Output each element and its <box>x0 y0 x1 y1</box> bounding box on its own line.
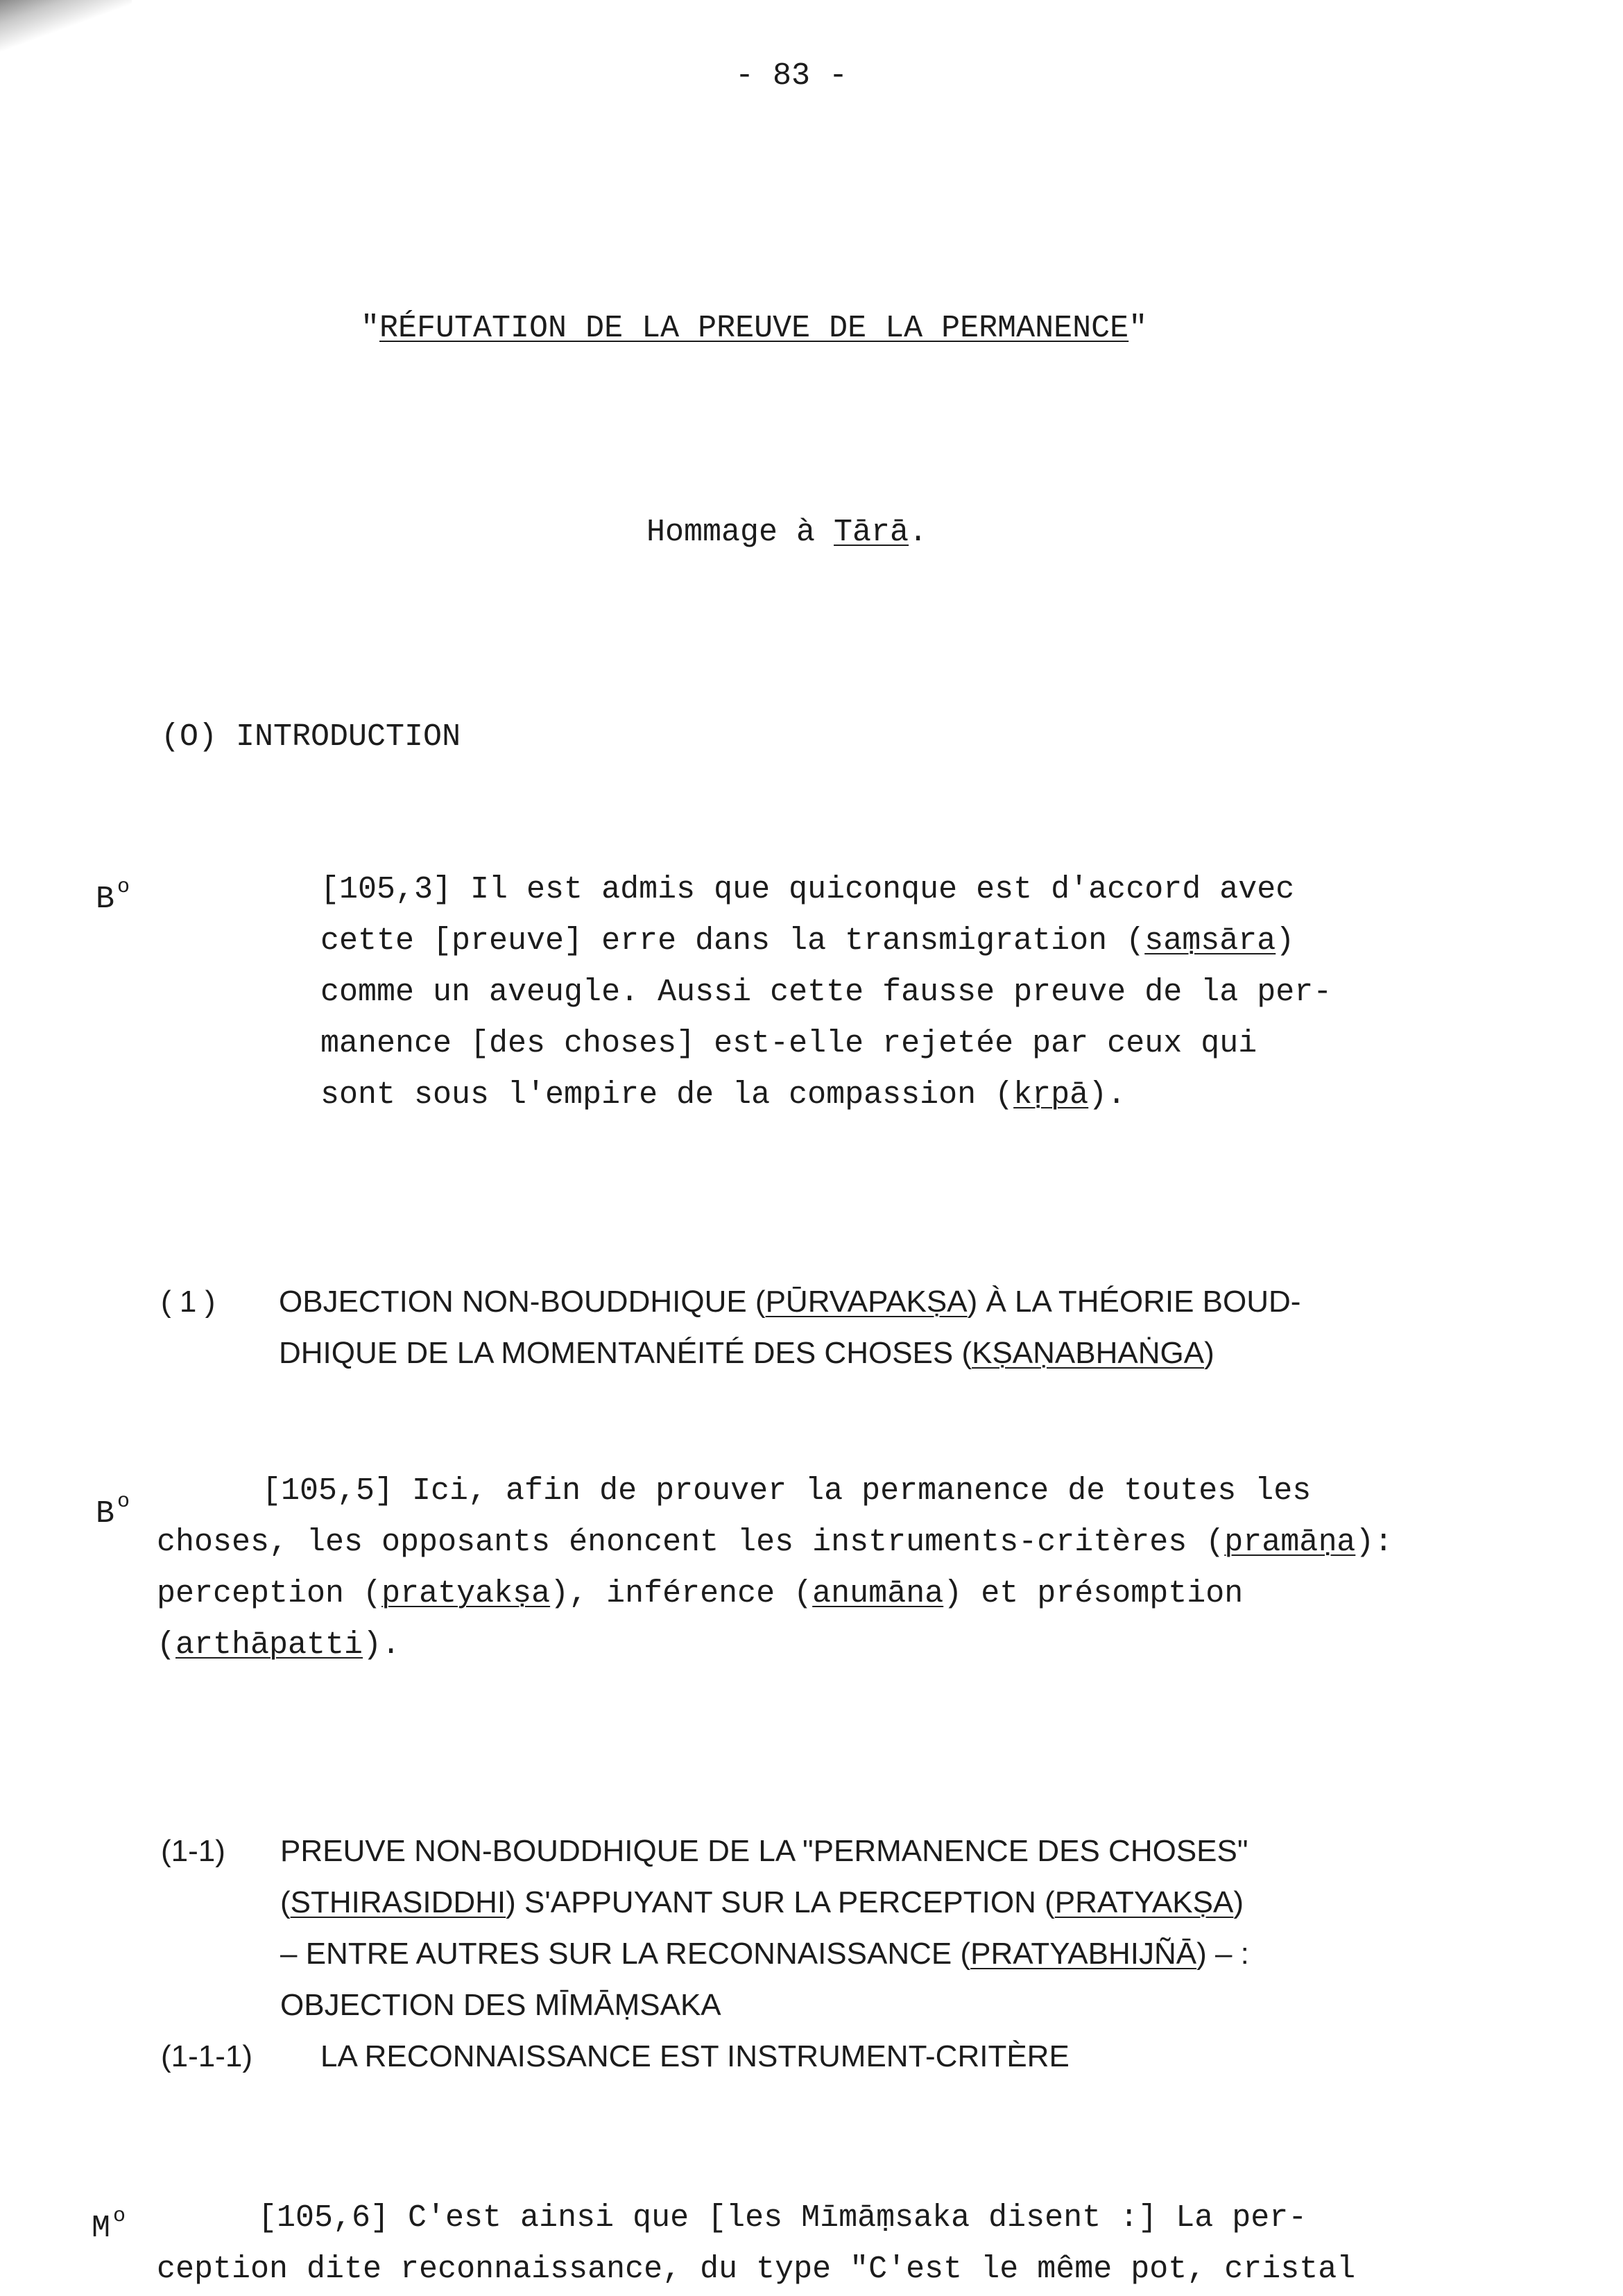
dedication: Hommage à Tārā. <box>646 515 928 550</box>
para-2-marker: B $^o$ <box>96 1490 130 1532</box>
scan-corner-smudge <box>0 0 132 83</box>
title-text: RÉFUTATION DE LA PREUVE DE LA PERMANENCE <box>379 311 1129 346</box>
page-title: "RÉFUTATION DE LA PREUVE DE LA PERMANENCE" <box>361 311 1148 346</box>
para-3-marker: M $^o$ <box>92 2204 126 2246</box>
section-0-heading: (O) INTRODUCTION <box>161 719 461 755</box>
para-1-marker: B $^o$ <box>96 875 130 917</box>
page-number: - 83 - <box>735 58 848 94</box>
